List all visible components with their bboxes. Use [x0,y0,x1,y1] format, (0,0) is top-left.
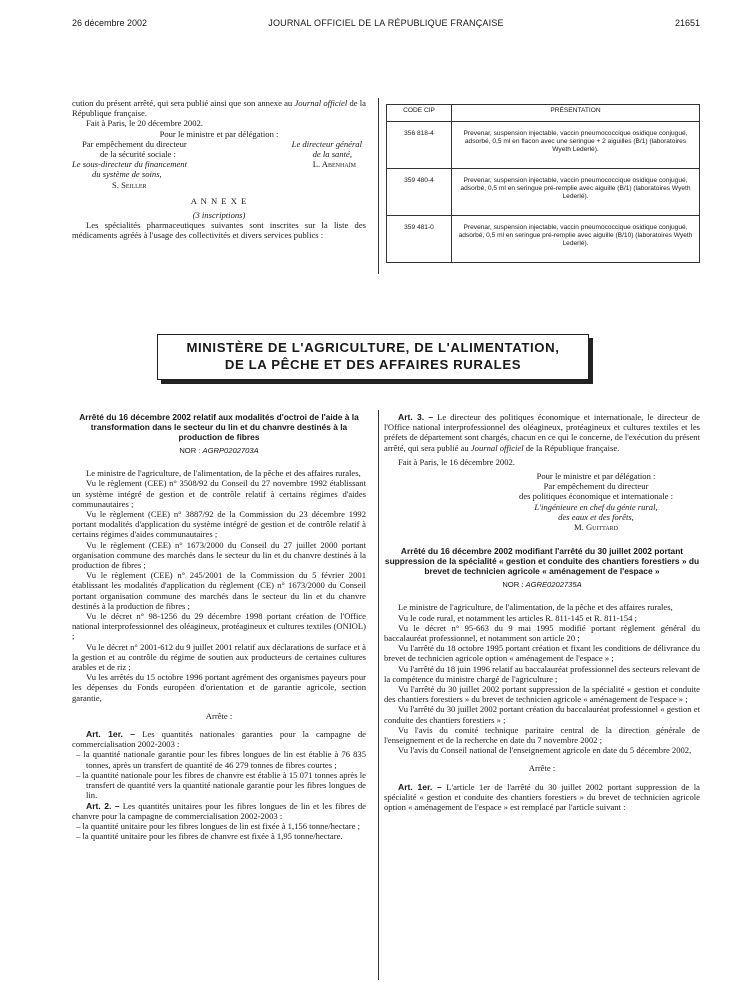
preamble-paragraph: Le ministre de l'agriculture, de l'alimentation, de la pêche et des affaires rurales, [86,468,361,479]
article-1: Art. 1er. – Les quantités nationales garanties pour la campagne de commercialisation 2002-2003 : [72,729,366,750]
presentation-cell: Prevenar, suspension injectable, vaccin pneumococcique osidique conjugué, adsorbé, 0,5 ml en flacon avec une seringue + 2 aiguilles (B/1) (laboratoires Wyeth Lederlé). [452,122,700,169]
right-column [384,412,700,812]
visa-paragraph: Vu l'arrêté du 30 juillet 2002 portant suppression de la spécialité « gestion et conduite des chantiers forestiers » du brevet de technicien agricole « aménagement de l'espace » ; [384,684,700,705]
visa-paragraph: Vu le code rural, et notamment les articles R. 811-145 et R. 811-154 ; [398,612,637,623]
arrete-word: Arrête : [528,763,556,774]
list-item: – la quantité unitaire pour les fibres de chanvre est fixée à 1,95 tonne/hectare. [76,831,343,842]
annexe-heading: A N N E X E [190,195,248,206]
arrete-title: Arrêté du 16 décembre 2002 modifiant l'arrêté du 30 juillet 2002 portant suppression de la spécialité « gestion et conduite des chantiers forestiers » du brevet de technicien agricole « aménagement de l'espace » [384,546,700,577]
nor-reference: NOR : AGRE0202735A [502,580,582,590]
arrete-title: Arrêté du 16 décembre 2002 relatif aux modalités d'octroi de l'aide à la transformation dans le secteur du lin et du chanvre destinés à la production de fibres [79,412,359,442]
presentation-cell: Prevenar, suspension injectable, vaccin pneumococcique osidique conjugué, adsorbé, 0,5 ml en seringue pré-remplie avec aiguille (B/10) (laboratoires Wyeth Lederlé). [452,216,700,263]
inscriptions-count: (3 inscriptions) [192,209,246,220]
signature-row: Le sous-directeur du financement L. Abenhaïm [72,159,356,170]
presentation-cell: Prevenar, suspension injectable, vaccin pneumococcique osidique conjugué, adsorbé, 0,5 ml en seringue pré-remplie avec aiguille (B/1) (laboratoires Wyeth Lederlé). [452,169,700,216]
signature-row: Par empêchement du directeur Le directeur général [82,138,362,149]
ministry-line: DE LA PÊCHE ET DES AFFAIRES RURALES [224,357,522,372]
visa-paragraph: Vu l'arrêté du 18 juin 1996 relatif au baccalauréat professionnel des secteurs relevant de la compétence du ministre chargé de l'agriculture ; [384,663,700,684]
cip-code: 356 818-4 [387,122,452,169]
cip-code: 359 481-0 [387,216,452,263]
visa-paragraph: Vu l'arrêté du 30 juillet 2002 portant création du baccalauréat professionnel « gestion et conduite des chantiers forestiers » ; [384,704,700,725]
top-left-column [72,98,366,241]
table-row [387,122,700,169]
visa-paragraph: Vu l'avis du comité technique paritaire central de la direction générale de l'enseignement et de la recherche en date du 7 novembre 2002 ; [384,724,700,746]
column-divider [378,410,379,980]
column-header-presentation: PRÉSENTATION [452,105,700,122]
table-header-row [387,105,700,122]
signature-row: S. Seiller [112,179,147,190]
ministry-heading-box [157,334,589,380]
visa-paragraph: Vu l'avis du Conseil national de l'enseignement agricole en date du 5 décembre 2002, [398,745,692,756]
visa-paragraph: Vu le décret n° 95-663 du 9 mai 1995 modifié portant règlement général du baccalauréat professionnel, et notamment son article 20 ; [384,622,700,644]
list-item: – la quantité nationale pour les fibres de chanvre est établie à 15 071 tonnes après le transfert de quantité vers la quantité nationale garantie pour les fibres longues de lin. [76,769,366,801]
nor-reference: NOR : AGRP0202703A [179,446,259,455]
cip-table [386,104,700,263]
article-1: Art. 1er. – L'article 1er de l'arrêté du 30 juillet 2002 portant suppression de la spécialité « gestion et conduite des chantiers forestiers » du brevet de technicien agricole option « aménagement de l'espace » est remplacé par l'article suivant : [384,781,700,813]
signature-block: Pour le ministre et par délégation : Par empêchement du directeur des politiques économique et internationale : L'ingénieure en chef du génie rural, des eaux et des forêts, M. Guittard [519,471,673,533]
header-title: JOURNAL OFFICIEL DE LA RÉPUBLIQUE FRANÇAISE [268,18,504,28]
visa-paragraph: Vu le règlement (CEE) n° 1673/2000 du Conseil du 27 juillet 2000 portant organisation commune des marchés dans le secteur du lin et du chanvre destinés à la production de fibres ; [72,539,366,571]
visa-paragraph: Vu le décret n° 98-1256 du 29 décembre 1998 portant création de l'Office national interprofessionnel des oléagineux, protéagineux et cultures textiles (ONIOL) ; [72,611,366,642]
page-number: 21651 [674,18,700,28]
article-3: Art. 3. – Le directeur des politiques économique et internationale, le directeur de l'Office national interprofessionnel des oléagineux, protéagineux et cultures textiles et les préfets de département sont chargés, chacun en ce qui le concerne, de l'exécution du présent arrêté, qui sera publié au Journal officiel de la République française. [384,412,700,453]
signature-row: du système de soins, [92,169,162,180]
page-header [72,18,700,32]
cip-code: 359 480-4 [387,169,452,216]
visa-paragraph: Vu le décret n° 2001-612 du 9 juillet 2001 relatif aux déclarations de surface et à la gestion et au contrôle du régime de soutien aux producteurs de certaines cultures arables et de riz ; [72,641,366,673]
article-2: Art. 2. – Les quantités unitaires pour les fibres longues de lin et les fibres de chanvre pour la campagne de commercialisation 2002-2003 : [72,800,366,821]
annexe-intro: Les spécialités pharmaceutiques suivantes sont inscrites sur la liste des médicaments agréés à l'usage des collectivités et divers services publics : [72,220,366,241]
left-column [72,412,366,841]
table-row [387,169,700,216]
header-date: 26 décembre 2002 [72,18,148,28]
ministry-line: MINISTÈRE DE L'AGRICULTURE, DE L'ALIMENTATION, [186,340,560,355]
visa-paragraph: Vu le règlement (CEE) n° 3887/92 de la Commission du 23 décembre 1992 portant modalités d'application du système intégré de gestion et de contrôle relatif à certains régimes d'aides communautaires ; [72,509,366,540]
visa-paragraph: Vu le règlement (CEE) n° 245/2001 de la Commission du 5 février 2001 établissant les modalités d'application du règlement (CE) n° 1673/2000 du Conseil portant organisation commune des marchés dans le secteur du lin et du chanvre destinés à la production de fibres ; [72,570,366,611]
arrete-word: Arrête : [205,710,233,721]
visa-paragraph: Vu le règlement (CEE) n° 3508/92 du Conseil du 27 novembre 1992 établissant un système intégré de gestion et de contrôle relatif à certains régimes d'aides communautaires ; [72,478,366,509]
fait-line: Fait à Paris, le 16 décembre 2002. [398,456,515,467]
visa-paragraph: Vu les arrêtés du 15 octobre 1996 portant agrément des organismes payeurs pour les dépenses du Fonds européen d'orientation et de garantie agricole, section garantie, [72,672,366,703]
column-header-code: CODE CIP [387,105,452,122]
delegation-line: Pour le ministre et par délégation : [159,128,279,139]
list-item: – la quantité nationale garantie pour les fibres longues de lin est établie à 76 835 tonnes, après un transfert de quantité de 46 279 tonnes de fibres courtes ; [76,749,366,770]
table-row [387,216,700,263]
visa-paragraph: Vu l'arrêté du 18 octobre 1995 portant création et fixant les conditions de délivrance du brevet de technicien agricole option « aménagement de l'espace » ; [384,643,700,664]
preamble-paragraph: Le ministre de l'agriculture, de l'alimentation, de la pêche et des affaires rurales, [398,602,673,613]
fait-line: Fait à Paris, le 20 décembre 2002. [86,118,203,129]
signature-row: de la sécurité sociale : de la santé, [100,149,352,159]
column-divider [378,98,379,274]
closing-paragraph: cution du présent arrêté, qui sera publié ainsi que son annexe au Journal officiel de la République française. [72,98,366,119]
list-item: – la quantité unitaire pour les fibres longues de lin est fixée à 1,156 tonne/hectare ; [76,820,360,831]
